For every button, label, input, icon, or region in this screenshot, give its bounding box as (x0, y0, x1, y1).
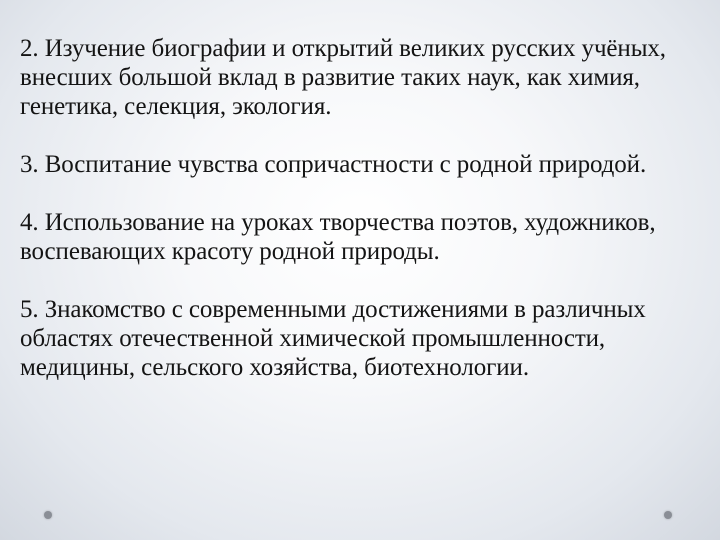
decorative-dot-right-icon (664, 511, 672, 519)
paragraph-item-2: 2. Изучение биографии и открытий великих русских учёных, внесших большой вклад в развитие таких наук, как химия, генетика, селекция, экология. (20, 35, 666, 120)
decorative-dot-left-icon (44, 511, 52, 519)
slide-content (20, 34, 700, 382)
paragraph-item-4: 4. Использование на уроках творчества поэтов, художников, воспевающих красоту родной природы. (20, 209, 656, 265)
paragraph-item-5: 5. Знакомство с современными достижениями в различных областях отечественной химической промышленности, медицины, сельского хозяйства, биотехнологии. (20, 296, 646, 381)
paragraph-item-3: 3. Воспитание чувства сопричастности с родной природой. (20, 151, 647, 178)
